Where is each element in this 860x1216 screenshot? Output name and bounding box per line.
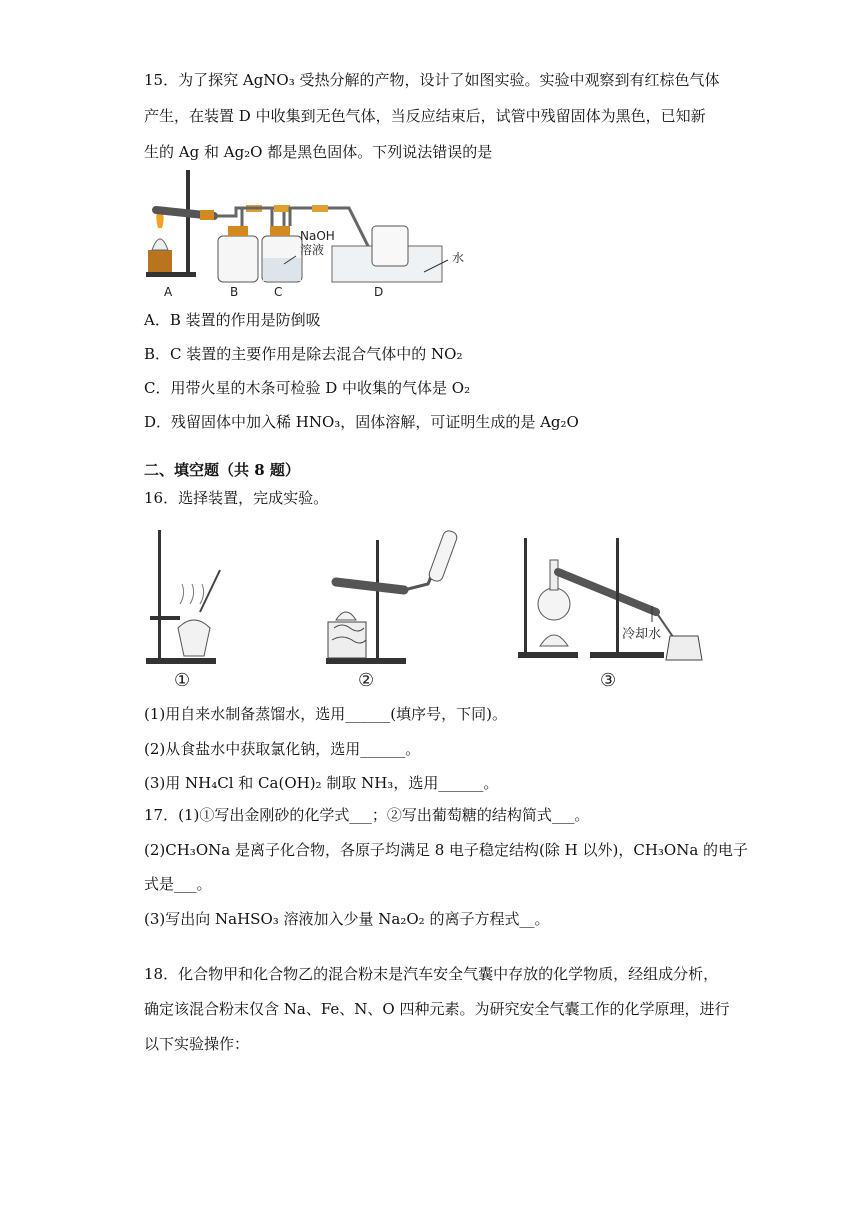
q16-part1: (1)用自来水制备蒸馏水，选用______(填序号，下同)。	[144, 705, 507, 723]
naoh-solution-label: 溶液	[300, 243, 325, 257]
label-d: D	[374, 285, 384, 299]
label-c: C	[274, 285, 283, 299]
q15-line2: 产生，在装置 D 中收集到无色气体，当反应结束后，试管中残留固体为黑色，已知新	[144, 107, 706, 125]
q17-part2-line1: (2)CH₃ONa 是离子化合物，各原子均满足 8 电子稳定结构(除 H 以外)，CH₃ONa 的电子	[144, 841, 749, 859]
q16-apparatus-figure	[144, 520, 714, 692]
q15-option-b: B．C 装置的主要作用是除去混合气体中的 NO₂	[144, 345, 463, 363]
q18-line2: 确定该混合粉末仅含 Na、Fe、N、O 四种元素。为研究安全气囊工作的化学原理，进行	[144, 1000, 730, 1018]
q18-line3: 以下实验操作：	[144, 1035, 250, 1053]
apparatus-label-2: ②	[358, 670, 375, 691]
label-b: B	[230, 285, 239, 299]
q15-option-d: D．残留固体中加入稀 HNO₃，固体溶解，可证明生成的是 Ag₂O	[144, 413, 579, 431]
q15-line3: 生的 Ag 和 Ag₂O 都是黑色固体。下列说法错误的是	[144, 143, 493, 161]
water-label: 水	[452, 251, 465, 265]
cooling-water-label: 冷却水	[622, 627, 662, 642]
q17-part1: 17．(1)①写出金刚砂的化学式___；②写出葡萄糖的结构简式___。	[144, 806, 590, 824]
q17-part3: (3)写出向 NaHSO₃ 溶液加入少量 Na₂O₂ 的离子方程式__。	[144, 910, 550, 928]
label-a: A	[164, 285, 173, 299]
q15-option-a: A．B 装置的作用是防倒吸	[144, 311, 321, 329]
q15-option-c: C．用带火星的木条可检验 D 中收集的气体是 O₂	[144, 379, 471, 397]
q15-apparatus-figure	[144, 166, 474, 302]
q15-line1: 15．为了探究 AgNO₃ 受热分解的产物，设计了如图实验。实验中观察到有红棕色气体	[144, 71, 720, 89]
q16-stem: 16．选择装置，完成实验。	[144, 489, 329, 507]
apparatus-label-3: ③	[600, 670, 617, 691]
q16-part2: (2)从食盐水中获取氯化钠，选用______。	[144, 740, 421, 758]
q18-line1: 18．化合物甲和化合物乙的混合粉末是汽车安全气囊中存放的化学物质，经组成分析，	[144, 965, 719, 983]
q16-part3: (3)用 NH₄Cl 和 Ca(OH)₂ 制取 NH₃，选用______。	[144, 774, 499, 792]
q17-part2-line2: 式是___。	[144, 875, 212, 893]
apparatus-label-1: ①	[174, 670, 191, 691]
naoh-label: NaOH	[300, 229, 335, 243]
section-title: 二、填空题（共 8 题）	[144, 461, 300, 479]
